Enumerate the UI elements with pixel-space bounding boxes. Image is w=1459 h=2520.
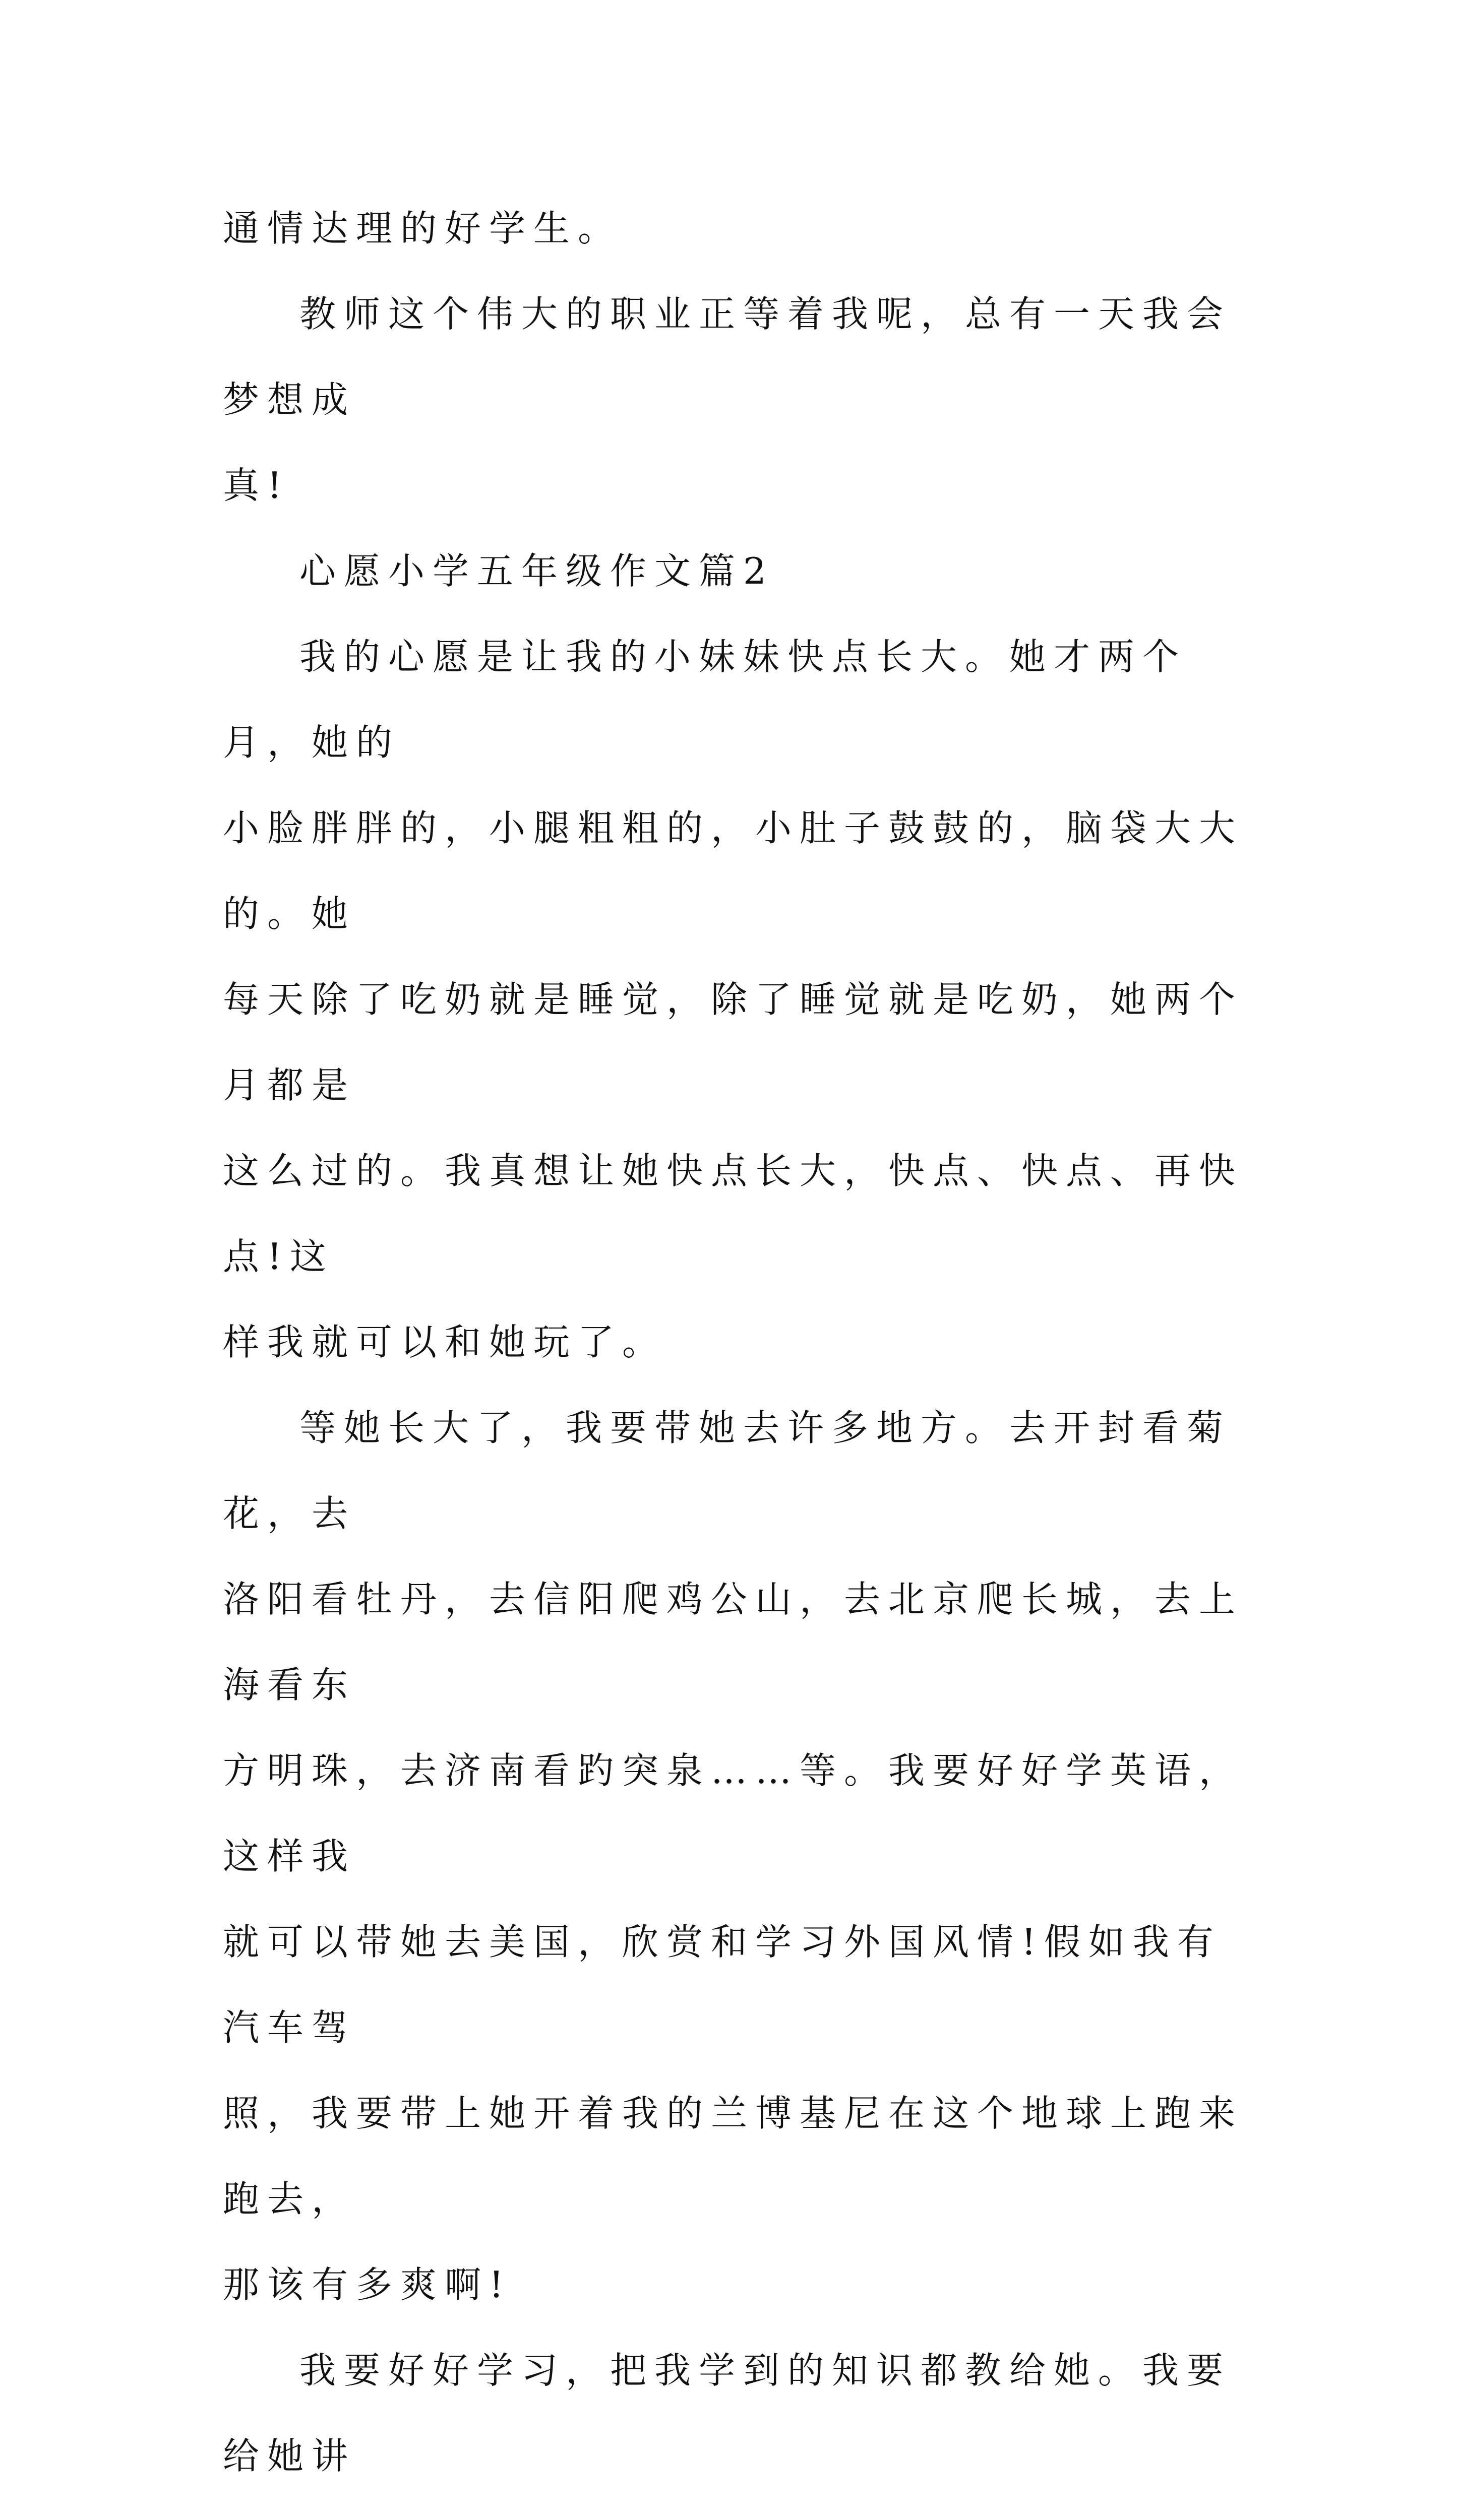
paragraph-travel: 等她长大了，我要带她去许多地方。去开封看菊花，去 洛阳看牡丹，去信阳爬鸡公山，去北京爬长城，去上海看东 方明珠，去济南看趵突泉……等。我要好好学英语，这样我 就可以带她去美国，欣赏和学习外国风情!假如我有汽车驾 照，我要带上她开着我的兰博基尼在这个地球上跑来跑去， 那该有多爽啊! bbox=[223, 1407, 1244, 2306]
essay-title: 心愿小学五年级作文篇2 bbox=[299, 550, 774, 592]
paragraph-teach: 我要好好学习，把我学到的知识都教给她。我要给她讲 bbox=[223, 2349, 1232, 2477]
paragraph-teacher-dream: 教师这个伟大的职业正等着我呢，总有一天我会梦想成 真! bbox=[223, 293, 1232, 507]
paragraph-continuation: 通情达理的好学生。 bbox=[223, 207, 623, 249]
paragraph-wish: 我的心愿是让我的小妹妹快点长大。她才两个月，她的 小脸胖胖的，小腿粗粗的，小肚子鼓鼓的，脑袋大大的。她 每天除了吃奶就是睡觉，除了睡觉就是吃奶，她两个月都是 这么过的。我真想让她快点长大，快点、快点、再快点!这 样我就可以和她玩了。 bbox=[223, 636, 1244, 1363]
body-text bbox=[223, 185, 1251, 2520]
